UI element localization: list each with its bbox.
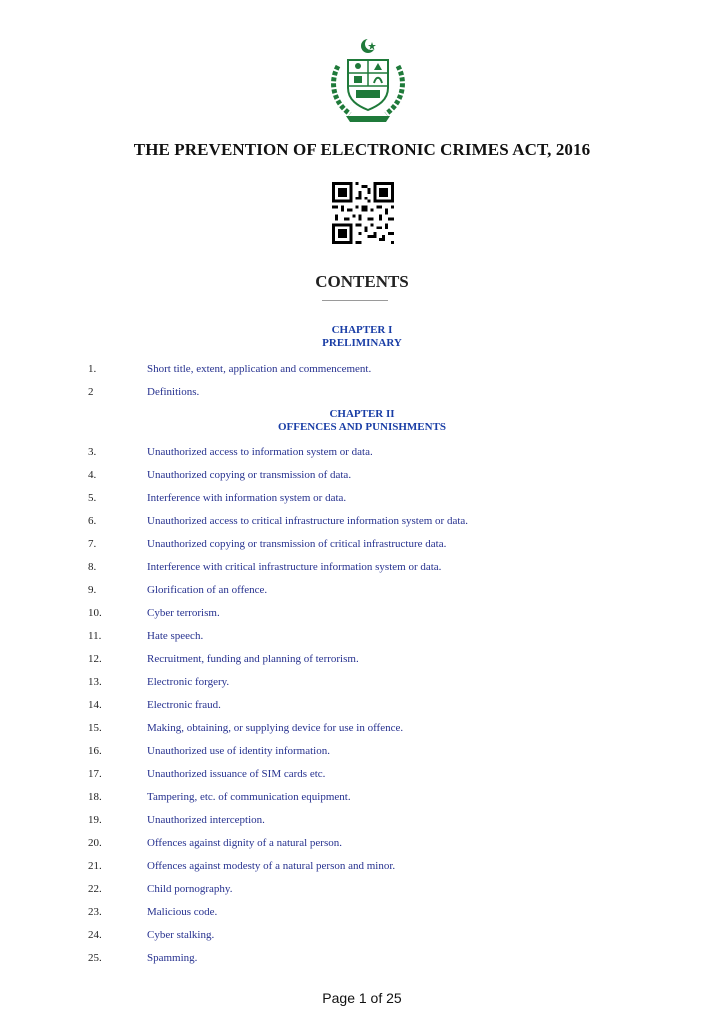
- section-link[interactable]: Cyber stalking.: [147, 929, 215, 941]
- section-number: 2: [88, 386, 94, 398]
- section-link[interactable]: Unauthorized use of identity information.: [147, 745, 330, 757]
- chapter-title[interactable]: OFFENCES AND PUNISHMENTS: [277, 421, 447, 433]
- toc-entry[interactable]: [0, 789, 724, 805]
- section-number: 22.: [88, 883, 102, 895]
- toc-entry[interactable]: [0, 835, 724, 851]
- section-link[interactable]: Unauthorized issuance of SIM cards etc.: [147, 768, 326, 780]
- section-number: 11.: [88, 630, 102, 642]
- section-link[interactable]: Tampering, etc. of communication equipment.: [147, 791, 351, 803]
- section-link[interactable]: Electronic fraud.: [147, 699, 221, 711]
- toc-entry[interactable]: [0, 927, 724, 943]
- section-number: 1.: [88, 363, 97, 375]
- section-number: 15.: [88, 722, 102, 734]
- section-link[interactable]: Glorification of an offence.: [147, 584, 268, 596]
- toc-entry[interactable]: [0, 605, 724, 621]
- section-number: 16.: [88, 745, 102, 757]
- toc-entry[interactable]: [0, 720, 724, 736]
- section-link[interactable]: Interference with critical infrastructure information system or data.: [147, 561, 442, 573]
- section-link[interactable]: Malicious code.: [147, 906, 218, 918]
- section-number: 10.: [88, 607, 102, 619]
- section-number: 12.: [88, 653, 102, 665]
- section-number: 23.: [88, 906, 102, 918]
- section-link[interactable]: Hate speech.: [147, 630, 204, 642]
- section-link[interactable]: Definitions.: [147, 386, 200, 398]
- toc-entry[interactable]: [0, 384, 724, 400]
- section-number: 6.: [88, 515, 97, 527]
- contents-divider: [322, 300, 388, 301]
- page-number-footer: Page 1 of 25: [322, 990, 402, 1006]
- section-number: 19.: [88, 814, 102, 826]
- section-link[interactable]: Unauthorized access to critical infrastructure information system or data.: [147, 515, 469, 527]
- section-number: 14.: [88, 699, 102, 711]
- toc-entry[interactable]: [0, 467, 724, 483]
- section-link[interactable]: Unauthorized copying or transmission of data.: [147, 469, 352, 481]
- toc-entry[interactable]: [0, 674, 724, 690]
- section-number: 5.: [88, 492, 97, 504]
- section-link[interactable]: Short title, extent, application and commencement.: [147, 363, 372, 375]
- section-number: 25.: [88, 952, 102, 964]
- toc-entry[interactable]: [0, 697, 724, 713]
- section-number: 4.: [88, 469, 97, 481]
- toc-entry[interactable]: [0, 766, 724, 782]
- section-link[interactable]: Unauthorized copying or transmission of critical infrastructure data.: [147, 538, 447, 550]
- qr-code-icon: [332, 182, 394, 244]
- toc-entry[interactable]: [0, 513, 724, 529]
- chapter-heading[interactable]: [0, 324, 724, 350]
- toc-entry[interactable]: [0, 490, 724, 506]
- state-emblem-icon: [322, 36, 414, 128]
- toc-entry[interactable]: [0, 812, 724, 828]
- section-number: 24.: [88, 929, 102, 941]
- section-link[interactable]: Child pornography.: [147, 883, 233, 895]
- toc-entry[interactable]: [0, 950, 724, 966]
- section-link[interactable]: Offences against modesty of a natural person and minor.: [147, 860, 396, 872]
- section-link[interactable]: Interference with information system or data.: [147, 492, 347, 504]
- toc-entry[interactable]: [0, 536, 724, 552]
- section-number: 9.: [88, 584, 97, 596]
- toc-entry[interactable]: [0, 582, 724, 598]
- section-number: 13.: [88, 676, 102, 688]
- toc-entry[interactable]: [0, 904, 724, 920]
- toc-entry[interactable]: [0, 881, 724, 897]
- chapter-title[interactable]: PRELIMINARY: [322, 337, 402, 349]
- section-link[interactable]: Electronic forgery.: [147, 676, 230, 688]
- section-number: 20.: [88, 837, 102, 849]
- section-number: 7.: [88, 538, 97, 550]
- chapter-number[interactable]: CHAPTER II: [329, 408, 395, 420]
- section-link[interactable]: Unauthorized access to information system or data.: [147, 446, 373, 458]
- document-title: THE PREVENTION OF ELECTRONIC CRIMES ACT, 2016: [133, 140, 591, 159]
- section-link[interactable]: Cyber terrorism.: [147, 607, 220, 619]
- toc-entry[interactable]: [0, 559, 724, 575]
- toc-entry[interactable]: [0, 444, 724, 460]
- section-number: 21.: [88, 860, 102, 872]
- section-number: 17.: [88, 768, 102, 780]
- section-number: 8.: [88, 561, 97, 573]
- toc-entry[interactable]: [0, 651, 724, 667]
- section-number: 18.: [88, 791, 102, 803]
- section-link[interactable]: Unauthorized interception.: [147, 814, 265, 826]
- section-link[interactable]: Offences against dignity of a natural person.: [147, 837, 342, 849]
- section-link[interactable]: Making, obtaining, or supplying device for use in offence.: [147, 722, 404, 734]
- toc-entry[interactable]: [0, 743, 724, 759]
- contents-heading: CONTENTS: [315, 272, 409, 291]
- section-number: 3.: [88, 446, 97, 458]
- section-link[interactable]: Recruitment, funding and planning of terrorism.: [147, 653, 359, 665]
- toc-entry[interactable]: [0, 361, 724, 377]
- section-link[interactable]: Spamming.: [147, 952, 198, 964]
- toc-entry[interactable]: [0, 628, 724, 644]
- toc-entry[interactable]: [0, 858, 724, 874]
- chapter-number[interactable]: CHAPTER I: [331, 324, 393, 336]
- chapter-heading[interactable]: [0, 408, 724, 434]
